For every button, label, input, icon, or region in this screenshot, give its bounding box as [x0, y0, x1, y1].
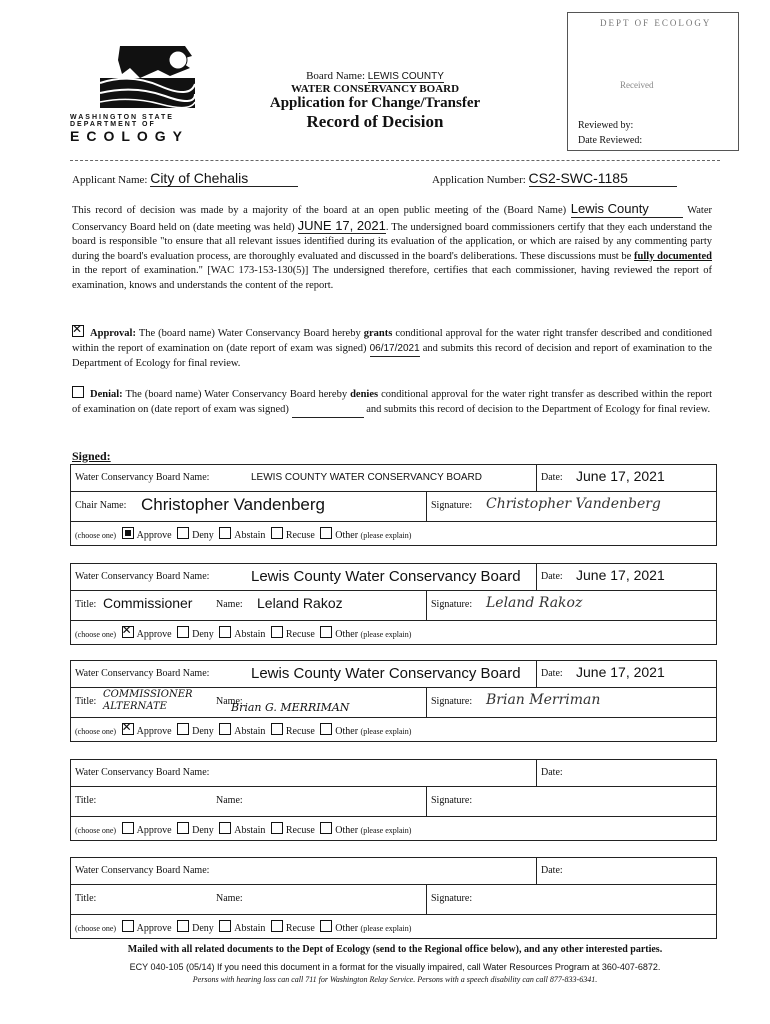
- other-label: Other: [335, 923, 359, 934]
- deny-checkbox[interactable]: [177, 527, 189, 539]
- approval-text-2: conditional approval for the water right transfer described and conditioned within the report of examination on (date report of exam was signed): [72, 328, 713, 354]
- recuse-label: Recuse: [285, 530, 315, 541]
- recuse-label: Recuse: [285, 726, 315, 737]
- denial-denies: denies: [350, 389, 379, 400]
- intro-text-4: in the report of examination." [WAC 173-153-130(5)] The undersigned therefore, certifies that each commissioner, having reviewed the report of examination, knows and understands the content of the report.: [72, 265, 712, 291]
- denial-text-3: and submits this record of decision to the Department of Ecology for final review.: [366, 403, 711, 415]
- signature-value[interactable]: Leland Rakoz: [486, 595, 583, 611]
- approve-checkbox[interactable]: [122, 626, 134, 638]
- other-checkbox[interactable]: [320, 527, 332, 539]
- abstain-checkbox[interactable]: [219, 527, 231, 539]
- please-explain-label: (please explain): [360, 826, 412, 835]
- reviewed-by-label: Reviewed by:: [578, 120, 634, 131]
- recuse-checkbox[interactable]: [271, 626, 283, 638]
- signature-label: Signature:: [431, 599, 473, 610]
- intro-paragraph: [72, 202, 712, 293]
- form-title-block: [250, 70, 500, 132]
- intro-text-1: This record of decision was made by a majority of the board at an open public meeting of the (Board Name): [72, 205, 567, 216]
- signer-section-5: [70, 857, 717, 939]
- wcb-name-label: Water Conservancy Board Name:: [75, 668, 210, 679]
- abstain-checkbox[interactable]: [219, 920, 231, 932]
- signature-label: Signature:: [431, 696, 473, 707]
- name-label: Name:: [216, 795, 243, 806]
- applicant-name-label: Applicant Name:: [72, 174, 148, 186]
- title-label: Chair Name:: [75, 500, 127, 511]
- signer-section-2: [70, 563, 717, 645]
- denial-text-1: The (board name) Water Conservancy Board hereby: [125, 389, 348, 400]
- approval-text-3: and submits this record of decision and report of examination to the Department of Ecology for final review.: [72, 342, 712, 369]
- abstain-checkbox[interactable]: [219, 822, 231, 834]
- abstain-label: Abstain: [234, 923, 266, 934]
- application-number-row: [432, 170, 677, 187]
- logo-line-1: WASHINGTON STATE DEPARTMENT OF: [70, 114, 174, 128]
- form-subtitle: Record of Decision: [306, 112, 444, 131]
- choose-one-label: (choose one): [75, 924, 117, 933]
- please-explain-label: (please explain): [360, 531, 412, 540]
- title-label: Title:: [75, 893, 97, 904]
- date-label: Date:: [541, 571, 563, 582]
- wcb-name-label: Water Conservancy Board Name:: [75, 767, 210, 778]
- board-name-value: LEWIS COUNTY: [367, 71, 444, 82]
- deny-checkbox[interactable]: [177, 920, 189, 932]
- recuse-checkbox[interactable]: [271, 723, 283, 735]
- title-value[interactable]: COMMISSIONER ALTERNATE: [103, 689, 193, 712]
- abstain-label: Abstain: [234, 825, 266, 836]
- name-label: Name:: [216, 696, 243, 707]
- other-label: Other: [335, 825, 359, 836]
- wcb-name-value[interactable]: Lewis County Water Conservancy Board: [251, 568, 521, 585]
- date-label: Date:: [541, 767, 563, 778]
- stamp-received-text: Received: [620, 80, 654, 90]
- stamp-top-text: DEPT OF ECOLOGY: [600, 18, 712, 28]
- title-value[interactable]: Commissioner: [103, 595, 193, 611]
- abstain-label: Abstain: [234, 726, 266, 737]
- denial-exam-date-field[interactable]: [292, 403, 364, 419]
- applicant-name-value[interactable]: City of Chehalis: [150, 170, 298, 187]
- denial-text-2: conditional approval for the water right transfer as described within the report of examination on (date report of exam was signed): [72, 389, 713, 415]
- approve-label: Approve: [136, 825, 172, 836]
- please-explain-label: (please explain): [360, 924, 412, 933]
- abstain-label: Abstain: [234, 530, 266, 541]
- signer-section-3: [70, 660, 717, 742]
- deny-label: Deny: [192, 726, 214, 737]
- approve-checkbox[interactable]: [122, 822, 134, 834]
- denial-checkbox[interactable]: [72, 386, 84, 398]
- deny-checkbox[interactable]: [177, 822, 189, 834]
- deny-checkbox[interactable]: [177, 626, 189, 638]
- board-type: WATER CONSERVANCY BOARD: [290, 83, 460, 95]
- recuse-label: Recuse: [285, 923, 315, 934]
- deny-label: Deny: [192, 825, 214, 836]
- date-value[interactable]: June 17, 2021: [576, 468, 665, 484]
- choose-one-label: (choose one): [75, 826, 117, 835]
- signature-value[interactable]: Christopher Vandenberg: [486, 496, 661, 512]
- signer-section-1: [70, 464, 717, 546]
- footer-form-number: ECY 040-105 (05/14) If you need this document in a format for the visually impaired, call Water Resources Program at 360-407-6872.: [129, 962, 661, 972]
- deny-checkbox[interactable]: [177, 723, 189, 735]
- other-checkbox[interactable]: [320, 920, 332, 932]
- review-block: [578, 118, 642, 148]
- name-value[interactable]: Brian G. MERRIMAN: [231, 701, 350, 714]
- application-number-label: Application Number:: [432, 174, 526, 186]
- abstain-checkbox[interactable]: [219, 626, 231, 638]
- form-title: Application for Change/Transfer: [269, 95, 481, 111]
- title-label: Title:: [75, 599, 97, 610]
- abstain-label: Abstain: [234, 629, 266, 640]
- date-reviewed-label: Date Reviewed:: [578, 135, 643, 146]
- other-checkbox[interactable]: [320, 626, 332, 638]
- deny-label: Deny: [192, 530, 214, 541]
- name-label: Name:: [216, 893, 243, 904]
- date-value[interactable]: June 17, 2021: [576, 664, 665, 680]
- deny-label: Deny: [192, 629, 214, 640]
- abstain-checkbox[interactable]: [219, 723, 231, 735]
- signature-value[interactable]: Brian Merriman: [486, 692, 601, 708]
- approve-checkbox[interactable]: [122, 723, 134, 735]
- wcb-name-value[interactable]: LEWIS COUNTY WATER CONSERVANCY BOARD: [251, 472, 482, 483]
- choose-one-label: (choose one): [75, 531, 117, 540]
- signer-section-4: [70, 759, 717, 841]
- wcb-name-label: Water Conservancy Board Name:: [75, 472, 210, 483]
- approval-paragraph: [72, 325, 712, 372]
- wcb-name-label: Water Conservancy Board Name:: [75, 571, 210, 582]
- approval-exam-date[interactable]: 06/17/2021: [370, 342, 420, 358]
- approval-checkbox[interactable]: [72, 325, 84, 337]
- approval-grants: grants: [363, 328, 393, 339]
- footer-relay-note: Persons with hearing loss can call 711 for Washington Relay Service. Persons with a speech disability can call 877-833-6341.: [192, 975, 598, 984]
- board-name-label: Board Name:: [306, 70, 366, 82]
- intro-emphasis: fully documented: [634, 250, 713, 262]
- please-explain-label: (please explain): [360, 630, 412, 639]
- other-label: Other: [335, 726, 359, 737]
- logo-line-2: ECOLOGY: [70, 128, 190, 144]
- other-checkbox[interactable]: [320, 723, 332, 735]
- header-divider: [70, 160, 720, 161]
- date-value[interactable]: June 17, 2021: [576, 567, 665, 583]
- name-value[interactable]: Christopher Vandenberg: [141, 495, 325, 514]
- footer-mailing-note: Mailed with all related documents to the Dept of Ecology (send to the Regional office below), and any other interested parties.: [127, 944, 663, 955]
- signature-label: Signature:: [431, 500, 473, 511]
- recuse-checkbox[interactable]: [271, 920, 283, 932]
- recuse-checkbox[interactable]: [271, 822, 283, 834]
- name-value[interactable]: Leland Rakoz: [257, 595, 343, 611]
- deny-label: Deny: [192, 923, 214, 934]
- other-label: Other: [335, 629, 359, 640]
- title-label: Title:: [75, 696, 97, 707]
- intro-text-3: . The undersigned board commissioners certify that they each understand the board is responsible "to ensure that all relevant issues identified during its evaluation of the application, or which are raised by any commenting party during the board's evaluation process, are thoroughly evaluated and discussed in the board's deliberations. These discussions must be: [72, 221, 712, 262]
- denial-paragraph: [72, 386, 712, 418]
- recuse-checkbox[interactable]: [271, 527, 283, 539]
- choose-one-label: (choose one): [75, 630, 117, 639]
- other-label: Other: [335, 530, 359, 541]
- recuse-label: Recuse: [285, 629, 315, 640]
- choose-one-label: (choose one): [75, 727, 117, 736]
- applicant-name-row: [72, 170, 298, 187]
- intro-county[interactable]: Lewis County: [571, 202, 683, 218]
- wcb-name-label: Water Conservancy Board Name:: [75, 865, 210, 876]
- approve-checkbox[interactable]: [122, 527, 134, 539]
- title-label: Title:: [75, 795, 97, 806]
- wcb-name-value[interactable]: Lewis County Water Conservancy Board: [251, 665, 521, 682]
- other-checkbox[interactable]: [320, 822, 332, 834]
- denial-label: Denial:: [90, 389, 123, 400]
- approval-label: Approval:: [90, 328, 136, 339]
- approval-text-1: The (board name) Water Conservancy Board hereby: [138, 328, 361, 339]
- name-label: Name:: [216, 599, 243, 610]
- intro-text-2: Water Conservancy Board held on (date meeting was held): [72, 205, 713, 233]
- date-label: Date:: [541, 472, 563, 483]
- signed-label: Signed:: [72, 449, 111, 463]
- meeting-date[interactable]: JUNE 17, 2021: [297, 217, 386, 233]
- approve-label: Approve: [136, 923, 172, 934]
- recuse-label: Recuse: [285, 825, 315, 836]
- approve-label: Approve: [136, 629, 172, 640]
- signature-label: Signature:: [431, 893, 473, 904]
- date-label: Date:: [541, 668, 563, 679]
- approve-checkbox[interactable]: [122, 920, 134, 932]
- signature-label: Signature:: [431, 795, 473, 806]
- approve-label: Approve: [136, 726, 172, 737]
- date-label: Date:: [541, 865, 563, 876]
- logo-text: [70, 114, 210, 144]
- please-explain-label: (please explain): [360, 727, 412, 736]
- application-number-value[interactable]: CS2-SWC-1185: [529, 170, 677, 187]
- approve-label: Approve: [136, 530, 172, 541]
